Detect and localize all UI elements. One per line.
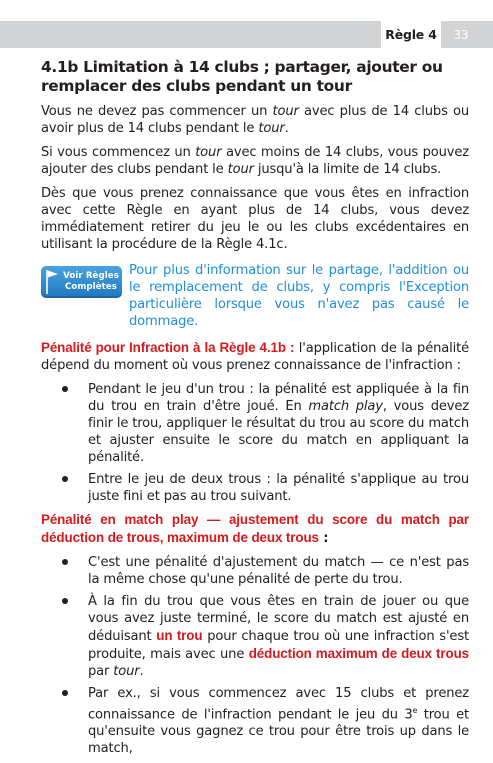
- text: À la fin du trou que vous êtes en train de jouer ou que vous avez juste terminé, le score du match est ajusté en déduisant: [88, 594, 469, 644]
- button-label: [60, 271, 122, 293]
- text: .: [284, 121, 289, 136]
- page-number: 33: [453, 27, 469, 42]
- rule-tab: Règle 4: [381, 21, 441, 48]
- text: l'application de la pénalité dépend du moment où vous prenez connaissance de l'infraction :: [41, 341, 469, 373]
- penalty-statement-2: [41, 511, 469, 547]
- defined-term: match play: [308, 399, 383, 414]
- button-label-line1: Voir Règles: [63, 271, 119, 281]
- flag-icon: [44, 268, 60, 296]
- text: pour chaque trou où une infraction s'est produite, mais avec une: [88, 629, 469, 662]
- text: trou et qu'ensuite vous gagnez ce trou pour être trois up dans le match,: [88, 707, 470, 757]
- paragraph-3: Dès que vous prenez connaissance que vous êtes en infraction avec cette Règle en ayant plus de 14 clubs, vous devez immédiatement retirer du jeu le ou les clubs excédentaires en utilisant la procédure de la Règle 4.1c.: [41, 186, 469, 252]
- list-item: [41, 554, 469, 588]
- bullet-icon: [62, 598, 68, 604]
- text: :: [318, 531, 329, 546]
- text: Pendant le jeu d'un trou : la pénalité est appliquée à la fin du trou en train d'être joué. En: [88, 382, 469, 414]
- page-content: [41, 58, 469, 763]
- defined-term: tour: [113, 664, 140, 679]
- bullet-icon: [62, 559, 68, 565]
- see-full-rules-button[interactable]: [41, 266, 122, 298]
- superscript: e: [412, 706, 418, 715]
- text: jusqu'à la limite de 14 clubs.: [253, 162, 442, 177]
- penalty-label: Pénalité en match play — ajustement du score du match par déduction de trous, maximum de deux trous: [41, 512, 469, 545]
- text: .: [139, 664, 144, 679]
- paragraph-2: [41, 144, 469, 178]
- penalty-statement-1: [41, 339, 469, 374]
- text: Si vous commencez un: [41, 145, 196, 160]
- highlight: déduction maximum de deux trous: [248, 646, 469, 661]
- penalty-label: Pénalité pour Infraction à la Règle 4.1b :: [41, 340, 295, 355]
- list-item: [41, 471, 469, 505]
- text: Par ex., si vous commencez avec 15 clubs et prenez connaissance de l'infraction pendant le jeu du 3: [88, 686, 469, 723]
- bullet-list-2: [41, 554, 469, 757]
- callout-text: Pour plus d'information sur le partage, l'addition ou le remplacement de clubs, y compris l'Exception particulière lorsque vous n'avez pas causé le dommage.: [129, 263, 469, 329]
- defined-term: tour: [272, 104, 299, 119]
- list-item: [41, 685, 469, 757]
- section-title: 4.1b Limitation à 14 clubs ; partager, ajouter ou remplacer des clubs pendant un tour: [41, 58, 443, 95]
- paragraph-1: [41, 103, 469, 137]
- bullet-icon: [62, 690, 68, 696]
- text: par: [88, 664, 114, 679]
- defined-term: tour: [227, 162, 254, 177]
- text: Entre le jeu de deux trous : la pénalité s'applique au trou juste fini et pas au trou suivant.: [88, 472, 469, 504]
- bullet-icon: [62, 476, 68, 482]
- bullet-list-1: [41, 381, 469, 505]
- text: , vous devez finir le trou, appliquer le résultat du trou au score du match et ajuster ensuite le score du match en appliquant la pénalité.: [88, 399, 470, 465]
- text: avec moins de 14 clubs, vous pouvez ajouter des clubs pendant le: [41, 145, 469, 177]
- text: avec plus de 14 clubs ou avoir plus de 14 clubs pendant le: [41, 104, 469, 136]
- defined-term: tour: [258, 121, 285, 136]
- defined-term: tour: [195, 145, 222, 160]
- bullet-icon: [62, 386, 68, 392]
- list-item: [41, 381, 469, 466]
- text: Vous ne devez pas commencer un: [41, 104, 273, 119]
- full-rules-callout: [41, 262, 469, 330]
- button-label-line2: Complètes: [64, 282, 118, 292]
- text: C'est une pénalité d'ajustement du match — ce n'est pas la même chose qu'une pénalité de perte du trou.: [88, 555, 469, 587]
- highlight: un trou: [156, 628, 203, 643]
- list-item: [41, 593, 469, 680]
